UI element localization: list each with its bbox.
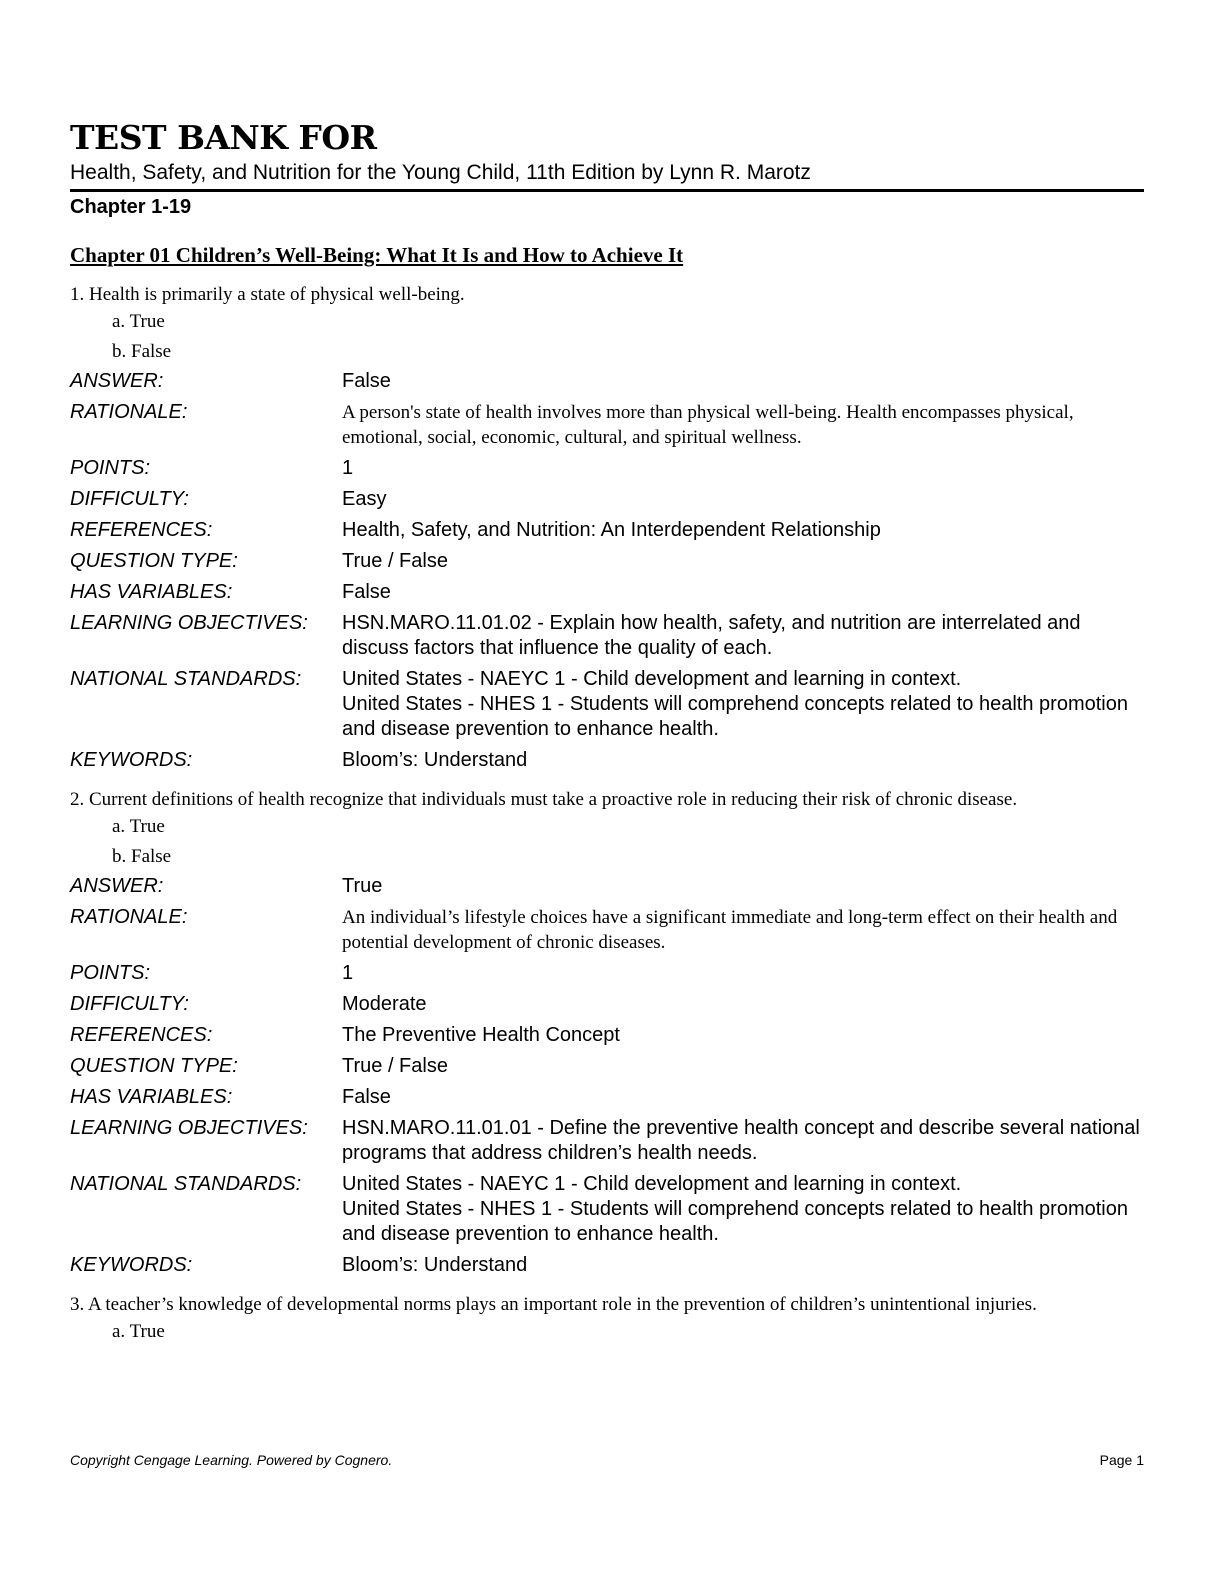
keywords-row — [70, 748, 1144, 773]
has-variables-row — [70, 580, 1144, 605]
question-type-value: True / False — [342, 1055, 448, 1077]
learning-objectives-value: HSN.MARO.11.01.01 - Define the preventive health concept and describe several national programs that address children’s health needs. — [342, 1117, 1140, 1164]
points-label: POINTS: — [70, 962, 151, 984]
question-2 — [70, 787, 1144, 1278]
points-value: 1 — [342, 962, 354, 984]
points-label: POINTS: — [70, 457, 151, 479]
references-label: REFERENCES: — [70, 519, 213, 541]
difficulty-row — [70, 992, 1144, 1017]
question-metadata — [70, 874, 1144, 1278]
difficulty-label: DIFFICULTY: — [70, 993, 189, 1015]
national-standards-label: NATIONAL STANDARDS: — [70, 1173, 302, 1195]
question-type-row — [70, 1054, 1144, 1079]
learning-objectives-row — [70, 1116, 1144, 1166]
document-page — [70, 120, 1144, 1347]
rationale-value: A person's state of health involves more than physical well-being. Health encompasses physical, emotional, social, economic, cultural, and spiritual wellness. — [342, 402, 1074, 448]
option-a: a. True — [112, 311, 165, 332]
keywords-value: Bloom’s: Understand — [342, 749, 528, 771]
rationale-label: RATIONALE: — [70, 401, 188, 423]
answer-options — [70, 307, 1144, 367]
keywords-label: KEYWORDS: — [70, 1254, 193, 1276]
answer-options — [70, 1317, 1144, 1347]
learning-objectives-row — [70, 611, 1144, 661]
keywords-row — [70, 1253, 1144, 1278]
points-value: 1 — [342, 457, 354, 479]
option-b: b. False — [112, 846, 172, 867]
answer-options — [70, 812, 1144, 872]
rationale-value: An individual’s lifestyle choices have a significant immediate and long-term effect on their health and potential development of chronic diseases. — [342, 907, 1118, 953]
national-standards-value — [342, 1172, 1144, 1247]
has-variables-value: False — [342, 581, 391, 603]
keywords-label: KEYWORDS: — [70, 749, 193, 771]
question-stem: 2. Current definitions of health recognize that individuals must take a proactive role in reducing their risk of chronic disease. — [70, 789, 1018, 810]
national-standards-label: NATIONAL STANDARDS: — [70, 668, 302, 690]
learning-objectives-label: LEARNING OBJECTIVES: — [70, 1117, 308, 1139]
question-1 — [70, 282, 1144, 773]
national-standards-row — [70, 667, 1144, 742]
answer-row — [70, 874, 1144, 899]
rationale-label: RATIONALE: — [70, 906, 188, 928]
references-label: REFERENCES: — [70, 1024, 213, 1046]
question-stem: 1. Health is primarily a state of physical well-being. — [70, 284, 465, 305]
answer-value: True — [342, 875, 383, 897]
question-stem: 3. A teacher’s knowledge of developmental norms plays an important role in the prevention of children’s unintentional injuries. — [70, 1294, 1037, 1315]
difficulty-value: Easy — [342, 488, 387, 510]
difficulty-row — [70, 487, 1144, 512]
references-value: Health, Safety, and Nutrition: An Interdependent Relationship — [342, 519, 881, 541]
page-number: Page 1 — [1099, 1452, 1144, 1468]
references-row — [70, 518, 1144, 543]
difficulty-label: DIFFICULTY: — [70, 488, 189, 510]
chapter-range: Chapter 1-19 — [70, 196, 192, 218]
national-standard-item: United States - NAEYC 1 - Child development and learning in context. — [342, 668, 962, 690]
has-variables-label: HAS VARIABLES: — [70, 1086, 233, 1108]
learning-objectives-value: HSN.MARO.11.01.02 - Explain how health, safety, and nutrition are interrelated and discuss factors that influence the quality of each. — [342, 612, 1081, 659]
points-row — [70, 961, 1144, 986]
national-standards-row — [70, 1172, 1144, 1247]
rationale-row — [70, 400, 1144, 450]
references-row — [70, 1023, 1144, 1048]
national-standard-item: United States - NHES 1 - Students will comprehend concepts related to health promotion and disease prevention to enhance health. — [342, 693, 1128, 740]
copyright-notice: Copyright Cengage Learning. Powered by Cognero. — [70, 1452, 393, 1468]
difficulty-value: Moderate — [342, 993, 427, 1015]
points-row — [70, 456, 1144, 481]
question-3 — [70, 1292, 1144, 1347]
has-variables-row — [70, 1085, 1144, 1110]
option-a: a. True — [112, 1321, 165, 1342]
question-type-label: QUESTION TYPE: — [70, 550, 238, 572]
option-b: b. False — [112, 341, 172, 362]
document-title: TEST BANK FOR — [70, 118, 377, 157]
page-footer — [70, 1452, 1144, 1468]
answer-row — [70, 369, 1144, 394]
option-a: a. True — [112, 816, 165, 837]
question-metadata — [70, 369, 1144, 773]
question-type-label: QUESTION TYPE: — [70, 1055, 238, 1077]
question-type-row — [70, 549, 1144, 574]
national-standards-value — [342, 667, 1144, 742]
answer-value: False — [342, 370, 391, 392]
book-subtitle: Health, Safety, and Nutrition for the Young Child, 11th Edition by Lynn R. Marotz — [70, 160, 1144, 192]
question-type-value: True / False — [342, 550, 448, 572]
chapter-heading: Chapter 01 Children’s Well-Being: What It Is and How to Achieve It — [70, 243, 684, 267]
national-standard-item: United States - NHES 1 - Students will comprehend concepts related to health promotion and disease prevention to enhance health. — [342, 1198, 1128, 1245]
has-variables-value: False — [342, 1086, 391, 1108]
keywords-value: Bloom’s: Understand — [342, 1254, 528, 1276]
answer-label: ANSWER: — [70, 875, 164, 897]
learning-objectives-label: LEARNING OBJECTIVES: — [70, 612, 308, 634]
answer-label: ANSWER: — [70, 370, 164, 392]
references-value: The Preventive Health Concept — [342, 1024, 620, 1046]
has-variables-label: HAS VARIABLES: — [70, 581, 233, 603]
national-standard-item: United States - NAEYC 1 - Child development and learning in context. — [342, 1173, 962, 1195]
rationale-row — [70, 905, 1144, 955]
